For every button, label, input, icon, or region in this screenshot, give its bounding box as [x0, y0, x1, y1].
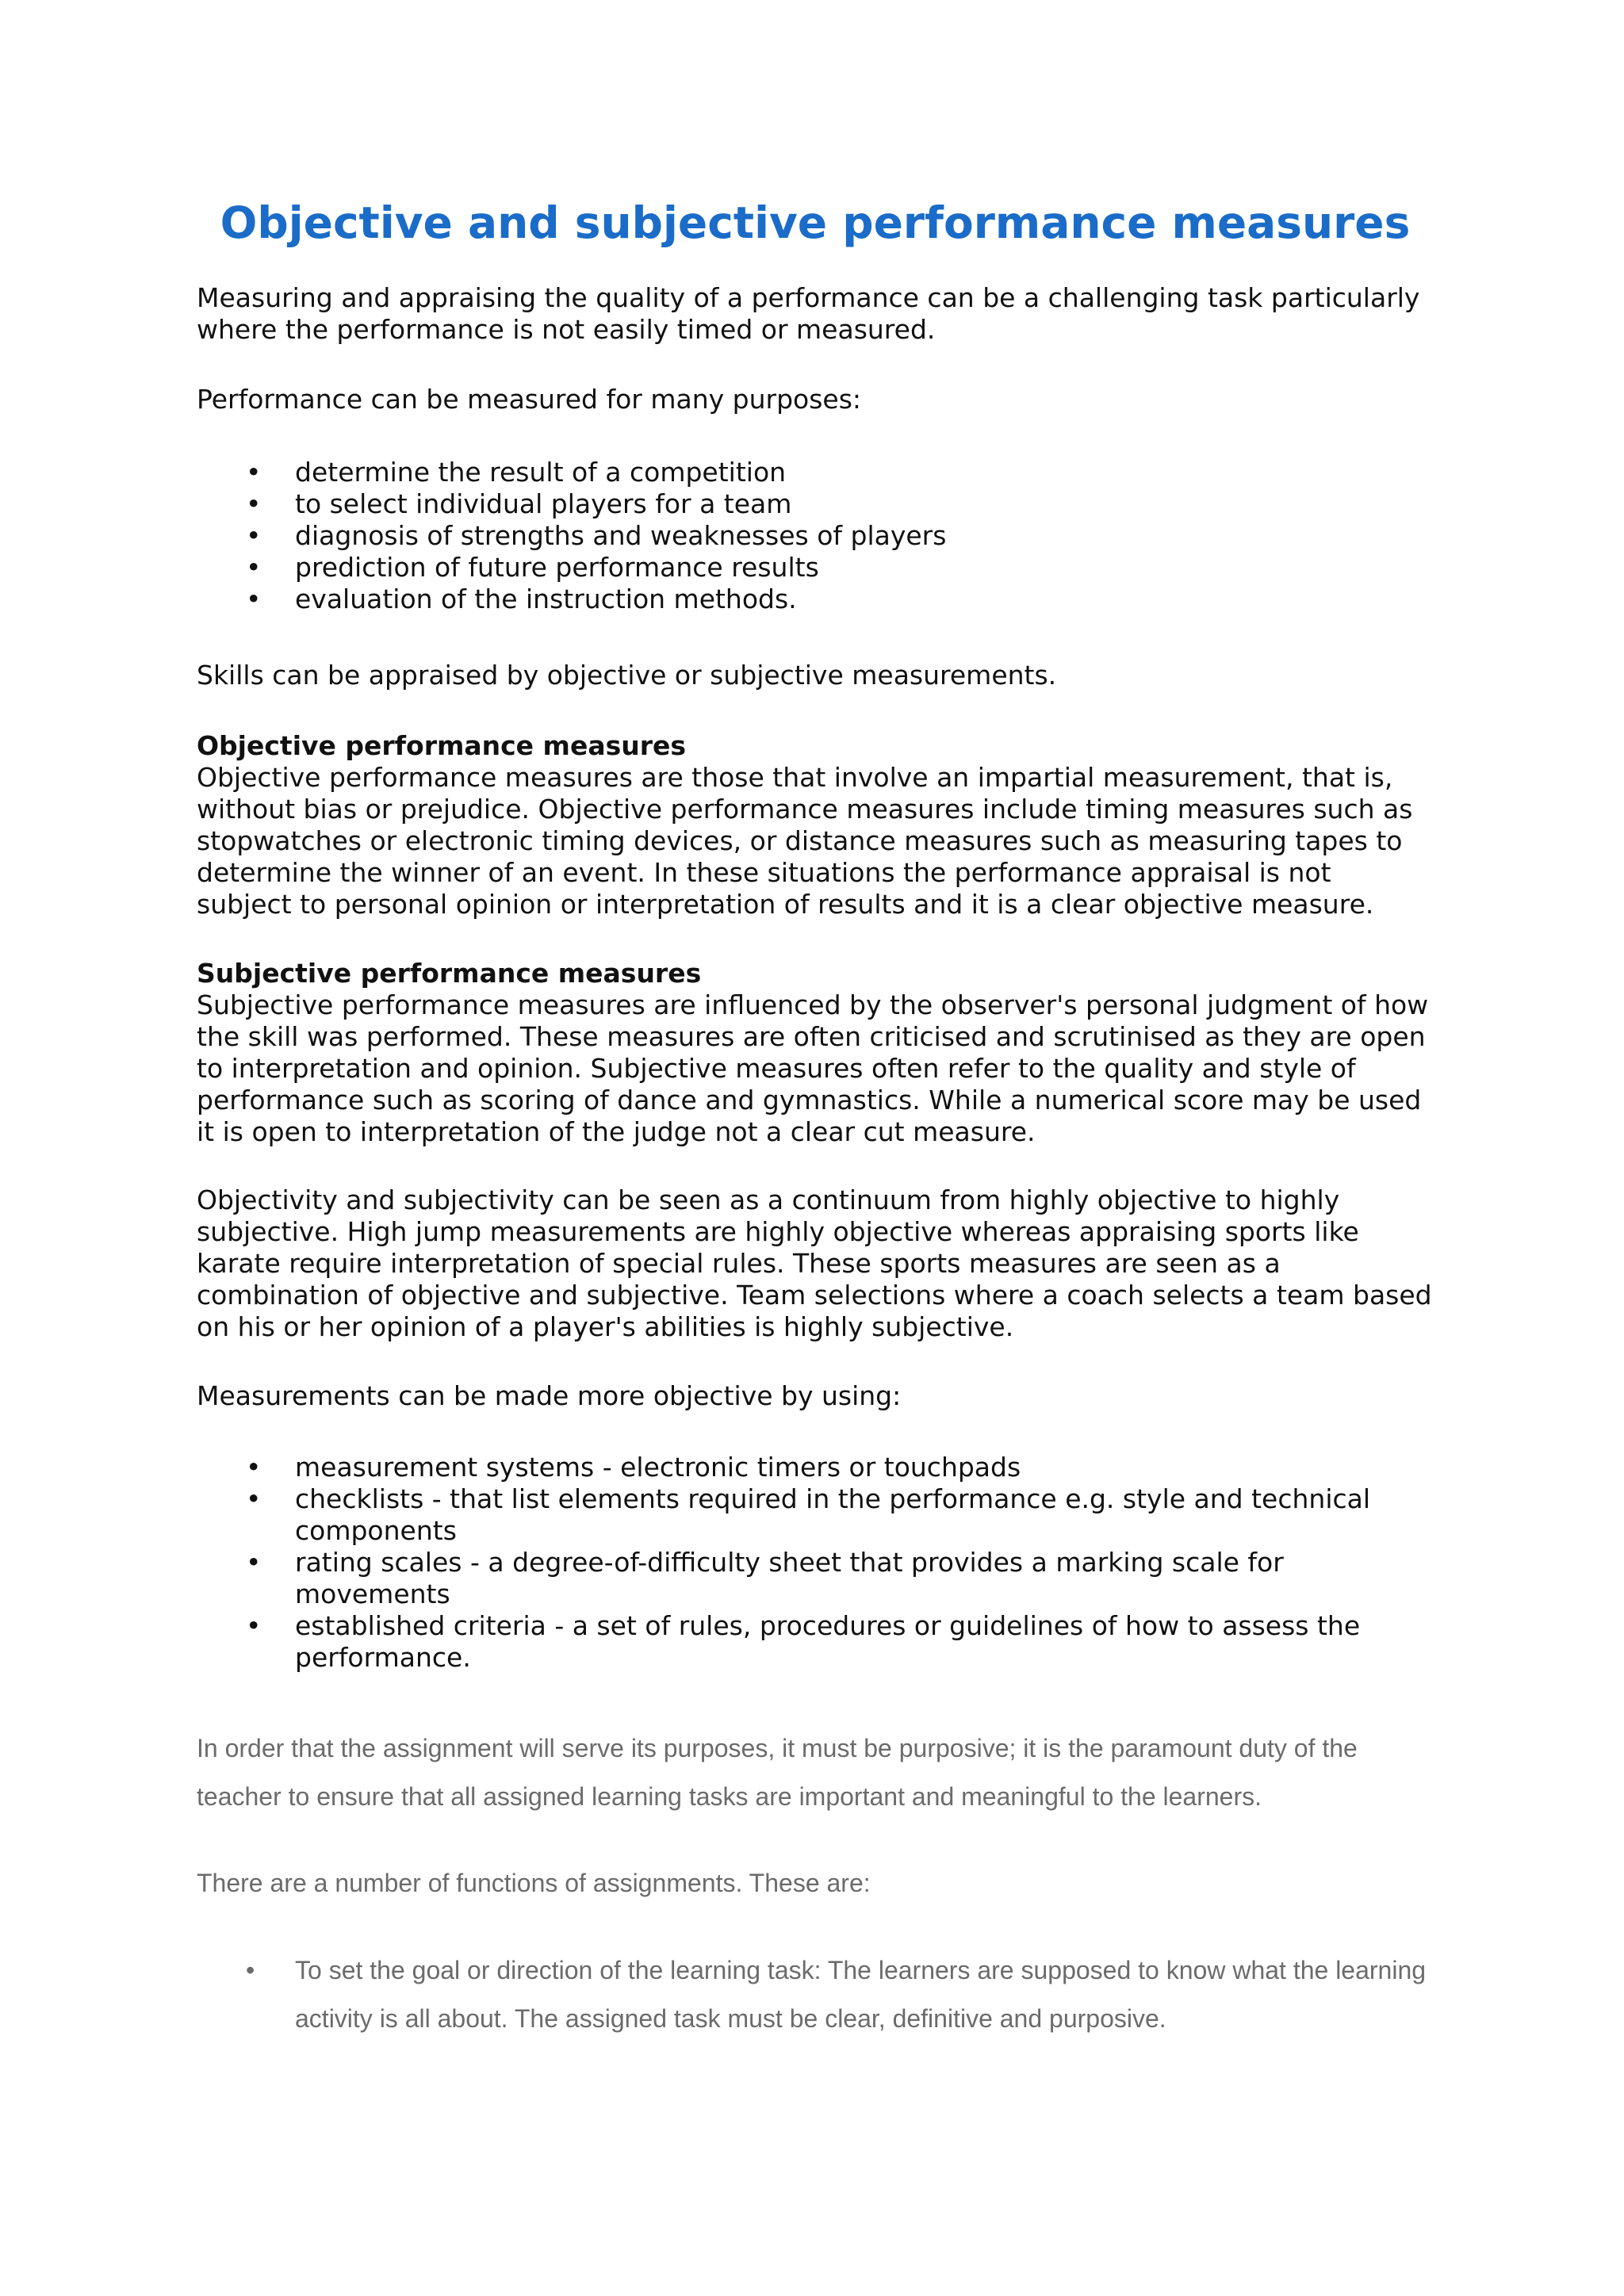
objective-heading: Objective performance measures — [197, 730, 687, 761]
list-item: • rating scales - a degree-of-difficulty sheet that provides a marking scale for movements — [246, 1547, 1284, 1609]
continuum-paragraph: Objectivity and subjectivity can be seen as a continuum from highly objective to highly subjective. High jump measurements are highly objective whereas appraising sports like karate require interpretation of special rules. These sports measures are seen as a combination of objective and subjective. Team selections where a coach selects a team based on his or her opinion of a player's abilities is highly subjective. — [197, 1184, 1432, 1342]
list-item: • prediction of future performance results — [246, 552, 819, 583]
objective-body: Objective performance measures are those that involve an impartial measurement, that is, without bias or prejudice. Objective performance measures include timing measures such as stopwatches or electronic timing devices, or distance measures such as measuring tapes to determine the winner of an event. In these situations the performance appraisal is not subject to personal opinion or interpretation of results and it is a clear objective measure. — [197, 762, 1413, 920]
subjective-section — [197, 958, 1434, 1148]
bullet-icon: • — [246, 1483, 262, 1514]
bullet-icon: • — [246, 1956, 255, 1984]
bullet-icon: • — [246, 1610, 262, 1641]
subjective-heading: Subjective performance measures — [197, 958, 702, 989]
list-item: • determine the result of a competition — [246, 457, 787, 488]
subjective-body: Subjective performance measures are influenced by the observer's personal judgment of how the skill was performed. These measures are often criticised and scrutinised as they are open to interpretation and opinion. Subjective measures often refer to the quality and style of performance such as scoring of dance and gymnastics. While a numerical score may be used it is open to interpretation of the judge not a clear cut measure. — [197, 989, 1429, 1147]
assignment-paragraph: In order that the assignment will serve its purposes, it must be purposive; it is the paramount duty of the teacher to ensure that all assigned learning tasks are important and meaningful to the learners. — [197, 1734, 1358, 1811]
list-item: • measurement systems - electronic timers or touchpads — [246, 1452, 1021, 1483]
methods-list — [197, 1452, 1434, 1674]
list-item: • To set the goal or direction of the learning task: The learners are supposed to know what the learning activity is all about. The assigned task must be clear, definitive and purposive. — [197, 1946, 1434, 2043]
list-item: • established criteria - a set of rules, procedures or guidelines of how to assess the performance. — [246, 1610, 1361, 1673]
purposes-lead: Performance can be measured for many purposes: — [197, 384, 862, 415]
list-item: • checklists - that list elements required in the performance e.g. style and technical components — [246, 1483, 1371, 1546]
bullet-icon: • — [246, 488, 262, 519]
intro-paragraph: Measuring and appraising the quality of a performance can be a challenging task particularly where the performance is not easily timed or measured. — [197, 282, 1420, 345]
bullet-icon: • — [246, 520, 262, 551]
purposes-list — [197, 457, 1434, 615]
bullet-icon: • — [246, 552, 262, 583]
functions-list — [197, 1946, 1434, 2043]
list-item: • to select individual players for a team — [246, 488, 792, 519]
page-title: Objective and subjective performance measures — [220, 197, 1411, 248]
bullet-icon: • — [246, 1547, 262, 1578]
skills-line: Skills can be appraised by objective or subjective measurements. — [197, 660, 1057, 691]
bullet-icon: • — [246, 457, 262, 488]
list-item: • evaluation of the instruction methods. — [246, 584, 797, 614]
list-item: • diagnosis of strengths and weaknesses of players — [246, 520, 947, 551]
bullet-icon: • — [246, 584, 262, 614]
methods-lead: Measurements can be made more objective by using: — [197, 1380, 902, 1411]
objective-section — [197, 730, 1434, 920]
bullet-icon: • — [246, 1452, 262, 1483]
functions-lead: There are a number of functions of assignments. These are: — [197, 1869, 871, 1897]
